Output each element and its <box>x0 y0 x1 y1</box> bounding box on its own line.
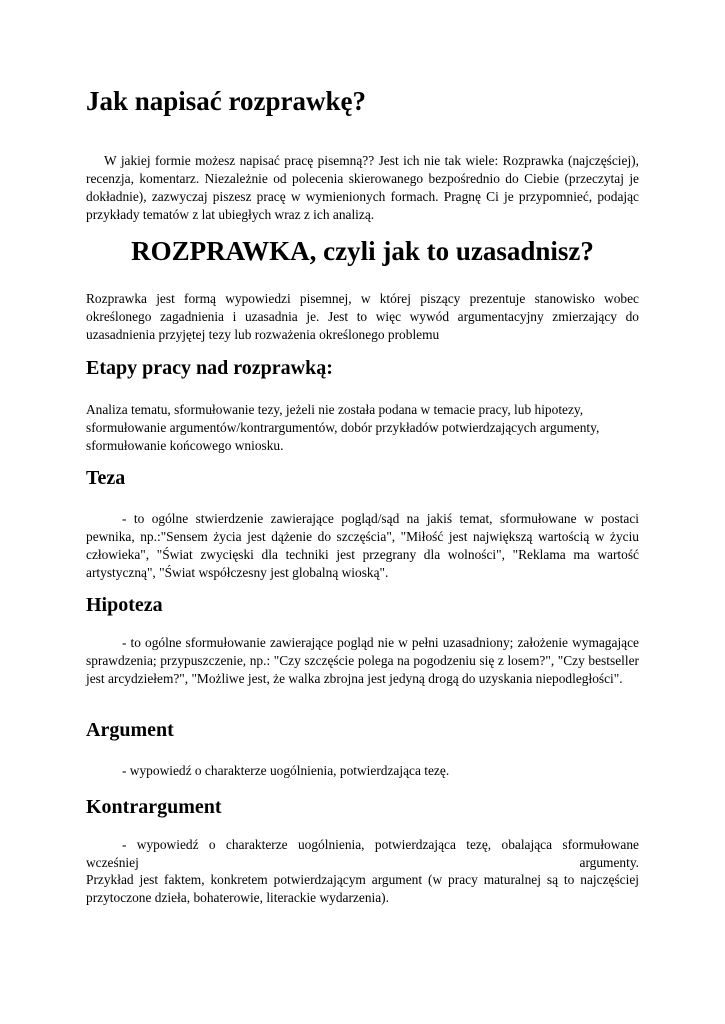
section-text-kontrargument: - wypowiedź o charakterze uogólnienia, potwierdzająca tezę, obalająca sformułowane wcześniej argumenty. <box>86 837 639 870</box>
definition-paragraph: Rozprawka jest formą wypowiedzi pisemnej, w której piszący prezentuje stanowisko wobec określonego zagadnienia i uzasadnia je. Jest to więc wywód argumentacyjny zmierzający do uzasadnienia przyjętej tezy lub rozważenia określonego problemu <box>86 291 639 342</box>
section-text-etapy: Analiza tematu, sformułowanie tezy, jeżeli nie została podana w temacie pracy, lub hipotezy, sformułowanie argumentów/kontrargumentów, dobór przykładów potwierdzających argumenty, sformułowanie końcowego wniosku. <box>86 402 600 453</box>
section-text-teza: - to ogólne stwierdzenie zawierające pogląd/sąd na jakiś temat, sformułowane w postaci pewnika, np.:"Sensem życia jest dążenie do szczęścia", "Miłość jest największą wartością w życiu człowieka", "Świat zwycięski dla techniki jest przegrany dla wolności", "Reklama ma wartość artystyczną", "Świat współczesny jest globalną wioską". <box>86 511 639 580</box>
section-text-przyklad: Przykład jest faktem, konkretem potwierdzającym argument (w pracy maturalnej są to najczęściej przytoczone dzieła, bohaterowie, literackie wydarzenia). <box>86 872 639 905</box>
page-title: Jak napisać rozprawkę? <box>86 86 367 116</box>
intro-paragraph: W jakiej formie możesz napisać pracę pisemną?? Jest ich nie tak wiele: Rozprawka (najczęściej), recenzja, komentarz. Niezależnie od polecenia skierowanego bezpośrednio do Ciebie (przeczytaj je dokładnie), zazwyczaj piszesz pracę w wymienionych formach. Pragnę Ci je przypomnieć, podając przykłady tematów z lat ubiegłych wraz z ich analizą. <box>86 153 639 222</box>
section-heading-kontrargument: Kontrargument <box>86 796 222 818</box>
section-heading-argument: Argument <box>86 719 174 741</box>
section-heading-hipoteza: Hipoteza <box>86 594 163 616</box>
section-text-argument: - wypowiedź o charakterze uogólnienia, potwierdzająca tezę. <box>122 763 450 778</box>
main-heading: ROZPRAWKA, czyli jak to uzasadnisz? <box>131 236 594 266</box>
section-heading-teza: Teza <box>86 467 126 489</box>
section-heading-etapy: Etapy pracy nad rozprawką: <box>86 357 333 379</box>
section-text-hipoteza: - to ogólne sformułowanie zawierające pogląd nie w pełni uzasadniony; założenie wymagające sprawdzenia; przypuszczenie, np.: "Czy szczęście polega na pogodzeniu się z losem?", "Czy bestseller jest arcydziełem?", "Możliwe jest, że walka zbrojna jest jedyną drogą do uzyskania niepodległości". <box>86 635 639 686</box>
